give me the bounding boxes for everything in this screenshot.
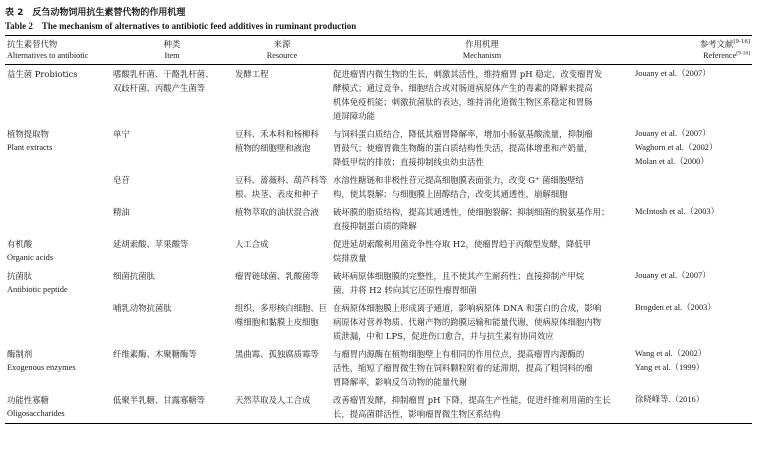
cell-item <box>111 267 233 299</box>
item-line: 精油 <box>113 207 130 217</box>
mechanism-line: 长，提高菌群活性，影响瘤胃微生物区系结构 <box>333 409 501 419</box>
mechanism-line: 构，使其裂解；与细胞膜上固醇结合，改变其通透性，崩解细胞 <box>333 189 568 199</box>
mechanism-line: 烷排放量 <box>333 253 367 263</box>
mechanism-line: 促进瘤胃内微生物的生长，刺激其活性，维持瘤胃 pH 稳定，改变瘤胃发 <box>333 69 603 79</box>
cell-item <box>111 203 233 235</box>
cell-resource <box>233 267 331 299</box>
table-row <box>5 125 752 171</box>
resource-line: 豆科、蔷薇科、葫芦科等 <box>235 175 328 185</box>
reference-line: McIntosh et al.（2003） <box>635 207 719 216</box>
cell-category <box>5 203 111 235</box>
reference-line: Waghorn et al.（2002） <box>635 143 718 152</box>
mechanism-line: 直接抑制蛋白质的降解 <box>333 221 417 231</box>
mechanism-line: 胃鼓气；使瘤胃微生物酶的蛋白质结构性失活，提高体增重和产奶量， <box>333 143 593 153</box>
resource-line: 植物的细胞壁和液泡 <box>235 143 311 153</box>
cell-item <box>111 171 233 203</box>
header-reference-cn-text: 参考文献 <box>699 39 734 49</box>
reference-line: 徐晓峰等.（2016） <box>635 395 705 404</box>
cell-reference <box>633 391 752 424</box>
item-line: 低聚半乳糖、甘露寡糖等 <box>113 395 206 405</box>
mechanism-line: 与瘤胃内源酶在植物细胞壁上有相同的作用位点，提高瘤胃内源酶的 <box>333 349 585 359</box>
category-line: Oligosaccharides <box>7 409 65 418</box>
category-line: 抗菌肽 <box>7 271 33 281</box>
cell-reference <box>633 65 752 126</box>
cell-resource <box>233 391 331 424</box>
mechanism-table <box>5 35 752 424</box>
header-category-cn: 抗生素替代物 <box>7 39 58 49</box>
mechanism-line: 与饲料蛋白质结合，降低其瘤胃降解率，增加小肠氨基酸流量，抑制瘤 <box>333 129 593 139</box>
resource-line: 豆科、禾本科和杨柳科 <box>235 129 319 139</box>
reference-line: Jouany et al.（2007） <box>635 129 711 138</box>
category-line: 植物提取物 <box>7 129 49 139</box>
header-resource-cn: 来源 <box>273 39 291 49</box>
table-body <box>5 65 752 424</box>
header-mechanism <box>331 36 633 65</box>
mechanism-line: 促进延胡索酸利用菌竞争性夺取 H2，使瘤胃趋于丙酸型发酵，降低甲 <box>333 239 592 249</box>
category-line: Plant extracts <box>7 143 53 152</box>
mechanism-line: 破坏病原体细胞膜的完整性，且不使其产生耐药性；直接抑制产甲烷 <box>333 271 585 281</box>
mechanism-line: 质泄漏，中和 LPS，促进伤口愈合，并与抗生素有协同效应 <box>333 331 554 341</box>
resource-line: 噬细胞和黏膜上皮细胞 <box>235 317 319 327</box>
category-line: 益生菌 Probiotics <box>7 69 78 79</box>
cell-resource <box>233 299 331 345</box>
cell-mechanism <box>331 267 633 299</box>
cell-resource <box>233 125 331 171</box>
mechanism-line: 胃降解率，影响反刍动物的能量代谢 <box>333 377 467 387</box>
header-reference-en-sup: [9-16] <box>736 50 750 57</box>
mechanism-line: 菌，并将 H2 转向其它还原性瘤胃细菌 <box>333 285 477 295</box>
header-reference-sup: [9-16] <box>733 39 750 46</box>
cell-reference <box>633 125 752 171</box>
header-category-en: Alternatives to antibiotic <box>7 51 89 60</box>
resource-line: 瘤胃链球菌、乳酸菌等 <box>235 271 319 281</box>
cell-resource <box>233 171 331 203</box>
mechanism-line: 病原体对营养物质、代谢产物的跨膜运输和能量代谢，使病原体细胞内物 <box>333 317 601 327</box>
cell-mechanism <box>331 203 633 235</box>
cell-category <box>5 267 111 299</box>
header-item-cn: 种类 <box>163 39 181 49</box>
table-row <box>5 235 752 267</box>
table-row <box>5 391 752 424</box>
resource-line: 人工合成 <box>235 239 269 249</box>
item-line: 单宁 <box>113 129 130 139</box>
table-row <box>5 267 752 299</box>
cell-reference <box>633 235 752 267</box>
resource-line: 天然萃取及人工合成 <box>235 395 311 405</box>
category-line: 酶制剂 <box>7 349 33 359</box>
resource-line: 组织、多形核白细胞、巨 <box>235 303 328 313</box>
mechanism-line: 酵模式；通过竞争、细胞结合或对肠道病原体产生的毒素的降解来提高 <box>333 83 593 93</box>
reference-line: Molan et al.（2000） <box>635 157 709 166</box>
header-reference-en-text: Reference <box>703 51 737 60</box>
category-line: Exogenous enzymes <box>7 363 76 372</box>
header-mechanism-cn: 作用机理 <box>465 39 499 49</box>
item-line: 纤维素酶、木聚糖酶等 <box>113 349 197 359</box>
category-line: 有机酸 <box>7 239 33 249</box>
header-category <box>5 36 111 65</box>
cell-item <box>111 235 233 267</box>
header-reference-en <box>635 50 750 62</box>
mechanism-line: 活性，缩短了瘤胃微生物在饲料颗粒附着的延滞期，提高了粗饲料的瘤 <box>333 363 593 373</box>
mechanism-line: 降低甲烷的排放；直接抑制线虫幼虫活性 <box>333 157 484 167</box>
category-line: Organic acids <box>7 253 54 262</box>
cell-reference <box>633 267 752 299</box>
item-line: 双歧杆菌、丙酸产生菌等 <box>113 83 206 93</box>
cell-category <box>5 299 111 345</box>
table-row <box>5 203 752 235</box>
reference-line: Jouany et al.（2007） <box>635 271 711 280</box>
header-item-en: Item <box>164 51 180 60</box>
cell-item <box>111 345 233 391</box>
reference-line: Wang et al.（2002） <box>635 349 707 358</box>
reference-line: Brogden et al.（2003） <box>635 303 716 312</box>
item-line: 哺乳动物抗菌肽 <box>113 303 172 313</box>
cell-category <box>5 171 111 203</box>
mechanism-line: 改善瘤胃发酵，抑制瘤胃 pH 下降，提高生产性能，促进纤维利用菌的生长 <box>333 395 611 405</box>
cell-resource <box>233 345 331 391</box>
table-row <box>5 345 752 391</box>
mechanism-line: 机体免疫机能；刺激抗菌肽的表达，维持消化道微生物区系稳定和胃肠 <box>333 97 593 107</box>
cell-category <box>5 391 111 424</box>
header-resource <box>233 36 331 65</box>
table-header-row <box>5 36 752 65</box>
cell-reference <box>633 345 752 391</box>
table-caption-cn: 表 2 反刍动物饲用抗生素替代物的作用机理 <box>5 8 186 18</box>
cell-item <box>111 65 233 126</box>
cell-mechanism <box>331 171 633 203</box>
cell-reference <box>633 203 752 235</box>
resource-line: 植物萃取的油状混合液 <box>235 207 319 217</box>
cell-resource <box>233 203 331 235</box>
table-row <box>5 65 752 126</box>
category-line: Antibiotic peptide <box>7 285 68 294</box>
mechanism-line: 水溶性糖链和非极性苷元提高细胞膜表面张力，改变 G⁺ 菌细胞壁结 <box>333 175 584 185</box>
cell-category <box>5 235 111 267</box>
cell-category <box>5 65 111 126</box>
item-line: 嗜酸乳杆菌、干酪乳杆菌、 <box>113 69 214 79</box>
cell-category <box>5 125 111 171</box>
table-row <box>5 299 752 345</box>
mechanism-line: 在病原体细胞膜上形成离子通道，影响病原体 DNA 和蛋白的合成，影响 <box>333 303 602 313</box>
cell-mechanism <box>331 299 633 345</box>
item-line: 皂苷 <box>113 175 130 185</box>
resource-line: 发酵工程 <box>235 69 269 79</box>
cell-mechanism <box>331 65 633 126</box>
cell-resource <box>233 65 331 126</box>
cell-mechanism <box>331 125 633 171</box>
cell-resource <box>233 235 331 267</box>
cell-item <box>111 125 233 171</box>
reference-line: Yang et al.（1999） <box>635 363 705 372</box>
header-reference <box>633 36 752 65</box>
resource-line: 根、块茎、表皮和种子 <box>235 189 319 199</box>
cell-reference <box>633 171 752 203</box>
mechanism-line: 道屏障功能 <box>333 111 375 121</box>
cell-mechanism <box>331 345 633 391</box>
cell-reference <box>633 299 752 345</box>
category-line: 功能性寡糖 <box>7 395 49 405</box>
cell-mechanism <box>331 391 633 424</box>
reference-line: Jouany et al.（2007） <box>635 69 711 78</box>
header-item <box>111 36 233 65</box>
table-caption-en: Table 2 The mechanism of alternatives to antibiotic feed additives in ruminant production <box>5 21 357 31</box>
header-resource-en: Resource <box>266 51 298 60</box>
header-mechanism-en: Mechanism <box>462 51 502 60</box>
cell-item <box>111 299 233 345</box>
header-reference-cn <box>635 38 750 50</box>
resource-line: 黑曲霉、孤独腐质霉等 <box>235 349 319 359</box>
item-line: 延胡索酸、苹果酸等 <box>113 239 189 249</box>
table-row <box>5 171 752 203</box>
cell-item <box>111 391 233 424</box>
cell-mechanism <box>331 235 633 267</box>
cell-category <box>5 345 111 391</box>
item-line: 细菌抗菌肽 <box>113 271 155 281</box>
mechanism-line: 破坏膜的脂质结构，提高其通透性，使细胞裂解；抑制细菌的脱氨基作用； <box>333 207 610 217</box>
